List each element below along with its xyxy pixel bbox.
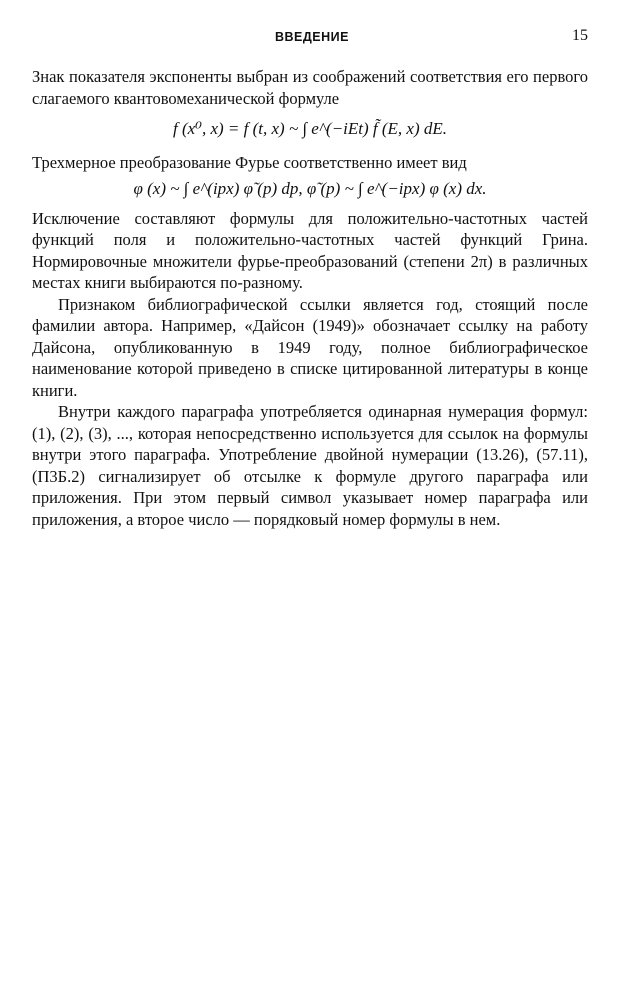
running-head [0,27,624,50]
paragraph-numbering: Внутри каждого параграфа употребляется одинарная нумерация формул: (1), (2), (3), ..., которая непосредственно используется для ссылок на формулы внутри этого параграфа. Употребление двойной нумерации (13.26), (57.11), (П3Б.2) сигнализирует об отсылке к формуле другого параграфа или приложения. При этом первый символ указывает номер параграфа или приложения, а второе число — порядковый номер формулы в нем. [32,402,588,529]
formula-energy-representation: f (x⁰, x) = f (t, x) ~ ∫ e^(−iEt) f̃ (E, x) dE. [172,119,448,138]
main-text [32,66,588,530]
paragraph-bibliography: Признаком библиографической ссылки является год, стоящий после фамилии автора. Например, «Дайсон (1949)» обозначает ссылку на работу Дайсона, опубликованную в 1949 году, полное библиографическое наименование которой приведено в списке цитированной литературы в конце книги. [32,294,588,400]
chapter-title: ВВЕДЕНИЕ [275,30,349,44]
paragraph-fourier-intro: Трехмерное преобразование Фурье соответственно имеет вид [32,152,467,172]
paragraph-exponent-sign: Знак показателя экспоненты выбран из соображений соответствия его первого слагаемого квантовомеханической формуле [32,67,588,108]
paragraph-exceptions: Исключение составляют формулы для положительно-частотных частей функций поля и положительно-частотных частей функций Грина. Нормировочные множители фурье-преобразований (степени 2π) в различных местах книги выбираются по-разному. [32,208,588,292]
page-number: 15 [572,27,588,44]
formula-fourier-transform: φ (x) ~ ∫ e^(ipx) φ̃ (p) dp, φ̃ (p) ~ ∫ e^(−ipx) φ (x) dx. [133,179,487,198]
